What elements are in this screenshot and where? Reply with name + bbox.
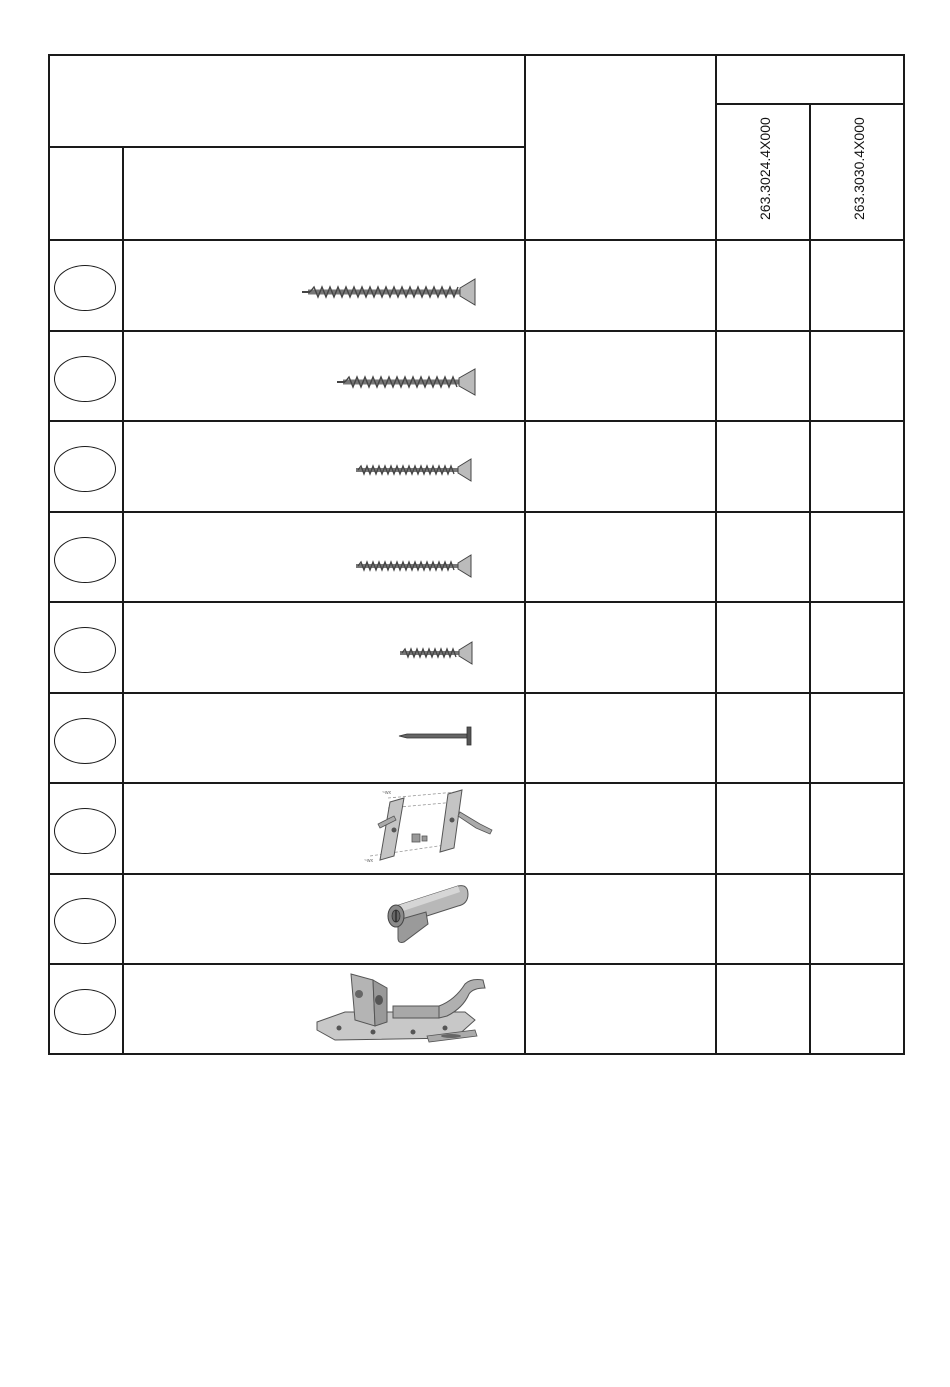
- row-divider: [48, 873, 905, 875]
- table-border-top: [48, 54, 905, 56]
- item-index-circle: [54, 718, 116, 764]
- item-index-circle: [54, 627, 116, 673]
- row-divider: [48, 330, 905, 332]
- wood-screw-icon: [350, 551, 480, 581]
- item-index-circle: [54, 265, 116, 311]
- image-column-divider: [524, 54, 526, 1055]
- table-border-right: [903, 54, 905, 1055]
- model-code-2: 263.3030.4X000: [851, 117, 867, 220]
- long-wood-screw-icon: [300, 272, 485, 312]
- table-border-bottom: [48, 1053, 905, 1055]
- item-index-circle: [54, 446, 116, 492]
- model-column-divider: [809, 103, 811, 1055]
- item-index-circle: [54, 356, 116, 402]
- latch-bolt-icon: [315, 970, 490, 1050]
- row-divider: [48, 420, 905, 422]
- lock-cylinder-icon: [382, 880, 472, 955]
- table-border-left: [48, 54, 50, 1055]
- item-index-circle: [54, 808, 116, 854]
- item-index-circle: [54, 989, 116, 1035]
- short-wood-screw-icon: [395, 638, 480, 668]
- nail-icon: [395, 722, 480, 750]
- item-index-circle: [54, 537, 116, 583]
- medium-wood-screw-icon: [335, 362, 485, 402]
- header-bottom: [48, 239, 905, 241]
- svg-text:~wx: ~wx: [364, 858, 374, 864]
- title-divider: [48, 146, 526, 148]
- model-code-1: 263.3024.4X000: [757, 117, 773, 220]
- size-column-divider: [715, 54, 717, 1055]
- row-divider: [48, 601, 905, 603]
- svg-text:~wx: ~wx: [382, 790, 392, 796]
- row-divider: [48, 511, 905, 513]
- index-column-divider: [122, 146, 124, 1055]
- row-divider: [48, 692, 905, 694]
- item-index-circle: [54, 898, 116, 944]
- door-handle-set-icon: [360, 786, 505, 866]
- wood-screw-icon: [350, 455, 480, 485]
- row-divider: [48, 782, 905, 784]
- row-divider: [48, 963, 905, 965]
